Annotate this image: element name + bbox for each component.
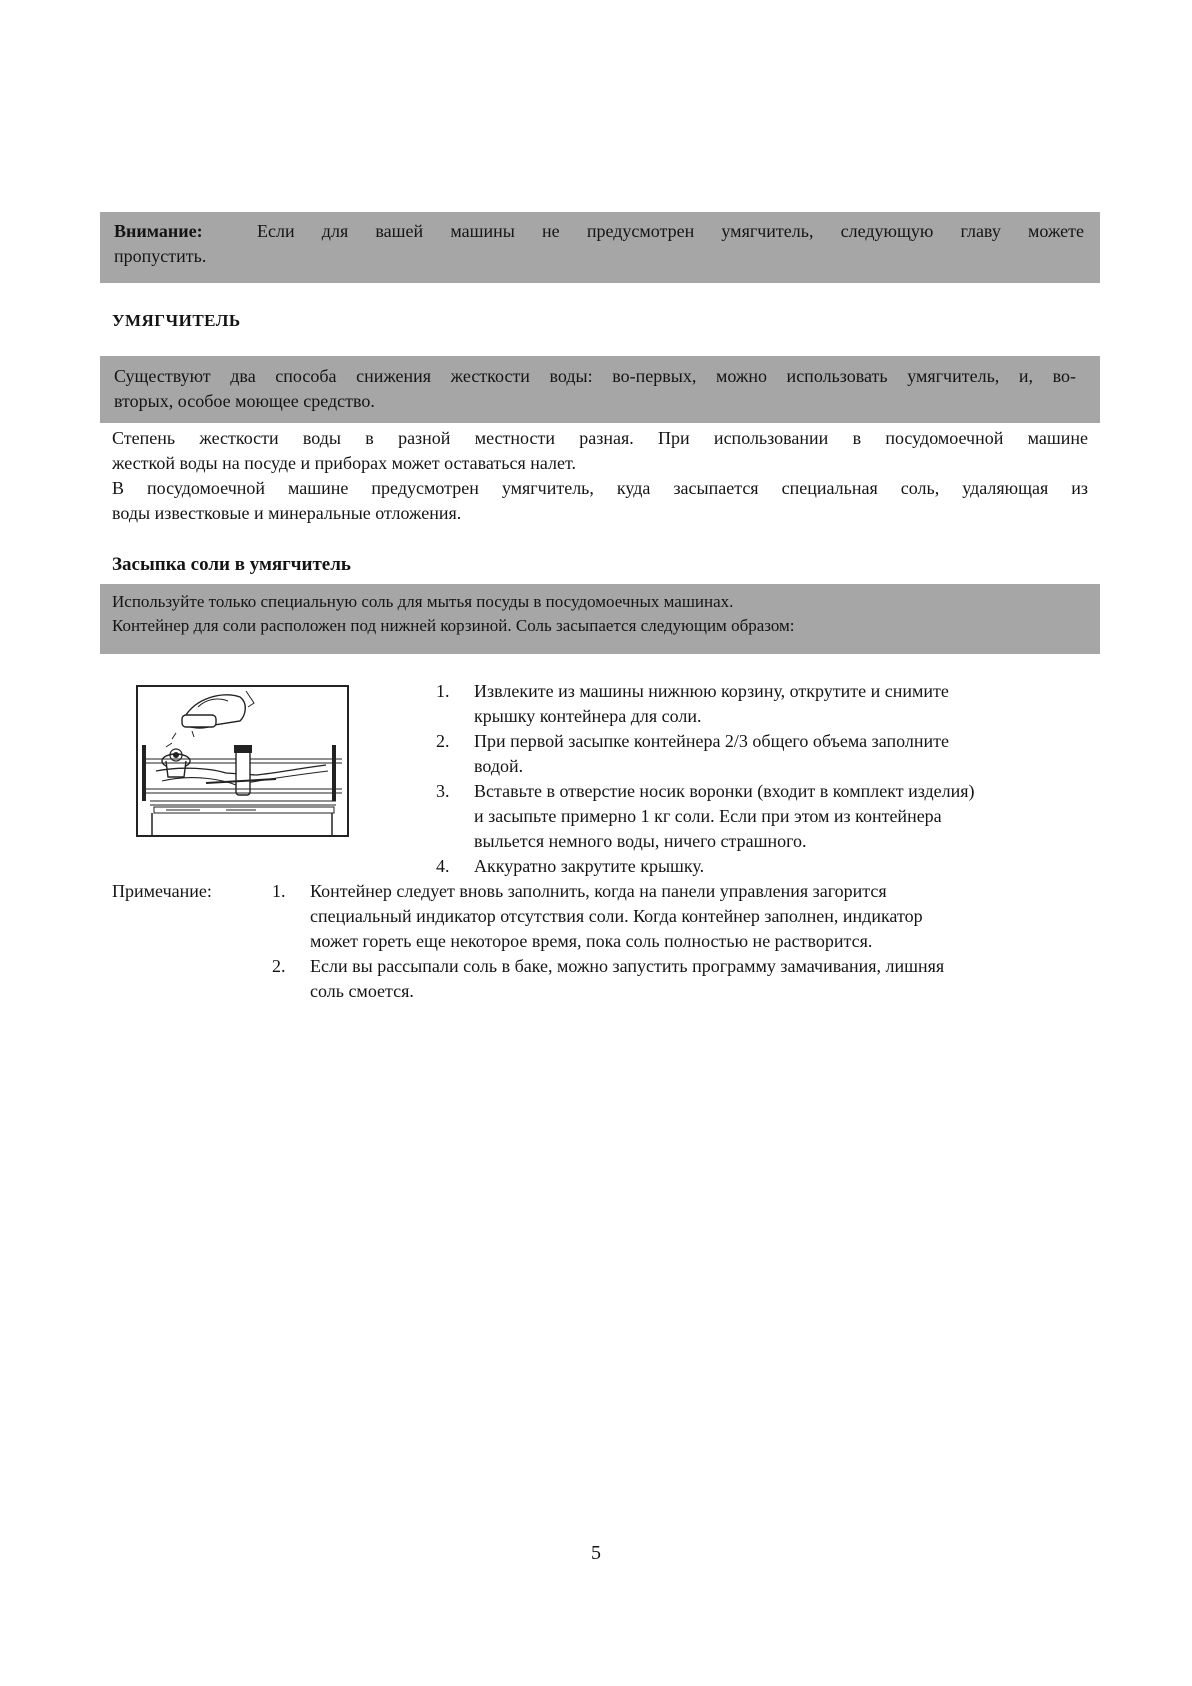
- salt-box-line-2: Контейнер для соли расположен под нижней корзиной. Соль засыпается следующим образом:: [112, 616, 795, 635]
- step-4: 4. Аккуратно закрутите крышку.: [436, 854, 1086, 879]
- hardness-paragraph: [112, 426, 1088, 476]
- warning-label: Внимание:: [114, 221, 203, 241]
- note-item-2: 2. Если вы рассыпали соль в баке, можно запустить программу замачивания, лишняя соль смоется.: [272, 956, 945, 1001]
- salt-steps-list: [436, 679, 1086, 879]
- note-label: Примечание:: [112, 881, 212, 901]
- warning-line-1: Внимание: Если для вашей машины не предусмотрен умягчитель, следующую главу можете: [114, 221, 1084, 241]
- hardness-line-1: Степень жесткости воды в разной местности разная. При использовании в посудомоечной машине: [112, 428, 1088, 448]
- softener-box-line-2: вторых, особое моющее средство.: [114, 391, 375, 411]
- softener-line-1: В посудомоечной машине предусмотрен умягчитель, куда засыпается специальная соль, удаляющая из: [112, 478, 1088, 498]
- softener-box-line-1: Существуют два способа снижения жесткости воды: во-первых, можно использовать умягчитель, и, во-: [114, 366, 1076, 386]
- step-number: 2.: [436, 731, 450, 751]
- step-2: 2. При первой засыпке контейнера 2/3 общего объема заполните водой.: [436, 731, 949, 776]
- note-number: 1.: [272, 881, 286, 901]
- notes-list: [272, 879, 1088, 1004]
- salt-container-illustration: [136, 685, 349, 837]
- step-1: 1. Извлеките из машины нижнюю корзину, открутите и снимите крышку контейнера для соли.: [436, 681, 949, 726]
- softener-info-box: [100, 356, 1100, 423]
- softener-heading: УМЯГЧИТЕЛЬ: [112, 311, 241, 330]
- softener-line-2: воды известковые и минеральные отложения.: [112, 503, 462, 523]
- step-number: 4.: [436, 856, 450, 876]
- salt-info-box: [100, 584, 1100, 654]
- warning-line-2: пропустить.: [114, 246, 207, 266]
- note-number: 2.: [272, 956, 286, 976]
- step-3: 3. Вставьте в отверстие носик воронки (входит в комплект изделия) и засыпьте примерно 1 кг соли. Если при этом из контейнера выльется немного воды, ничего страшного.: [436, 781, 975, 851]
- step-number: 1.: [436, 681, 450, 701]
- note-item-1: 1. Контейнер следует вновь заполнить, когда на панели управления загорится специальный индикатор отсутствия соли. Когда контейнер заполнен, индикатор может гореть еще некоторое время, пока соль полностью не растворится.: [272, 881, 923, 951]
- page-number: 5: [591, 1542, 601, 1564]
- salt-heading: Засыпка соли в умягчитель: [112, 554, 351, 575]
- warning-box: [100, 212, 1100, 283]
- hardness-line-2: жесткой воды на посуде и приборах может оставаться налет.: [112, 453, 576, 473]
- softener-paragraph: [112, 476, 1088, 526]
- salt-box-line-1: Используйте только специальную соль для мытья посуды в посудомоечных машинах.: [112, 592, 734, 611]
- step-number: 3.: [436, 781, 450, 801]
